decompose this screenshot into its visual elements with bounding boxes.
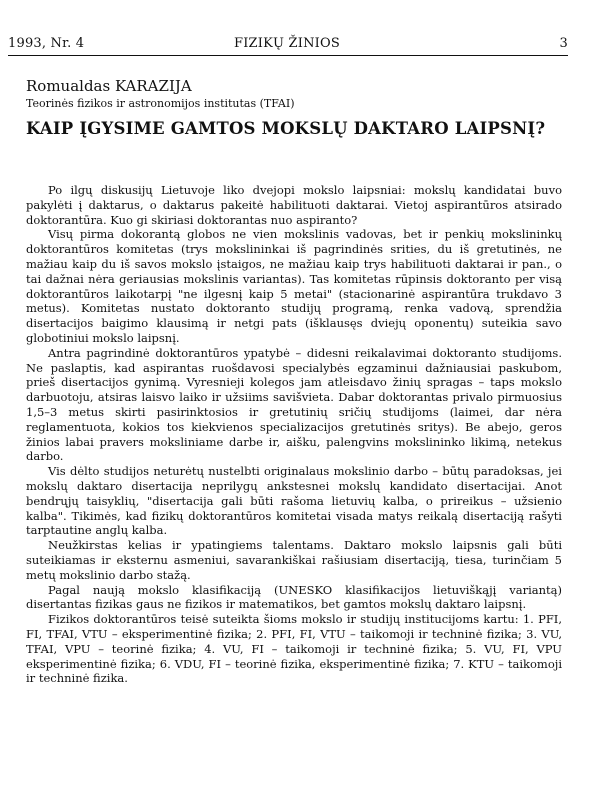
author-affiliation: Teorinės fizikos ir astronomijos institutas (TFAI)	[26, 97, 295, 110]
paragraph: Fizikos doktorantūros teisė suteikta šioms mokslo ir studijų institucijoms kartu: 1. PFI, FI, TFAI, VTU – eksperimentinė fizika; 2. PFI, FI, VTU – taikomoji ir techninė fizika; 3. VU, TFAI, VPU – teorinė fizika; 4. VU, FI – taikomoji ir techninė fizika; 5. VU, FI, VPU eksperimentinė fizika; 6. VDU, FI – teorinė fizika, eksperimentinė fizika; 7. KTU – taikomoji ir techninė fizika.	[26, 612, 562, 686]
page-number: 3	[559, 36, 568, 51]
issue-number: 1993, Nr. 4	[8, 36, 85, 51]
paragraph: Visų pirma dokorantą globos ne vien mokslinis vadovas, bet ir penkių mokslininkų doktorantūros komitetas (trys mokslininkai iš pagrindinės srities, du iš gretutinės, ne mažiau kaip du iš savos mokslo įstaigos, ne mažiau kaip trys habilituoti daktarai ir pan., o tai dažnai nėra geriausias mokslinis variantas). Tas komitetas rūpinsis doktoranto per visą doktorantūros laikotarpį "ne ilgesnį kaip 5 metai" (stacionarinė aspirantūra trukdavo 3 metus). Komitetas nustato doktoranto studijų programą, renka vadovą, sprendžia disertacijos baigimo klausimą ir netgi pats (išklausęs dviejų oponentų) suteikia savo globotiniui mokslo laipsnį.	[26, 227, 562, 345]
paragraph: Neužkirstas kelias ir ypatingiems talentams. Daktaro mokslo laipsnis gali būti suteikiamas ir eksternu asmeniui, savarankiškai rašiusiam disertaciją, tiesa, turinčiam 5 metų mokslinio darbo stažą.	[26, 538, 562, 582]
article-title: KAIP ĮGYSIME GAMTOS MOKSLŲ DAKTARO LAIPSNĮ?	[26, 119, 546, 138]
paragraph: Po ilgų diskusijų Lietuvoje liko dvejopi mokslo laipsniai: mokslų kandidatai buvo pakylėti į daktarus, o daktarus pakeitė habilituoti daktarai. Vietoj aspirantūros atsirado doktorantūra. Kuo gi skiriasi doktorantas nuo aspiranto?	[26, 183, 562, 227]
article-body	[26, 183, 562, 686]
header-divider	[8, 55, 568, 56]
paragraph: Vis dėlto studijos neturėtų nustelbti originalaus mokslinio darbo – būtų paradoksas, jei mokslų daktaro disertacija neprilygų ankstesnei mokslų kandidato disertacijai. Anot bendrųjų taisyklių, "disertacija gali būti rašoma lietuvių kalba, o prireikus – užsienio kalba". Tikimės, kad fizikų doktorantūros komitetai visada matys reikalą disertaciją rašyti tarptautine anglų kalba.	[26, 464, 562, 538]
paragraph: Pagal naują mokslo klasifikaciją (UNESKO klasifikacijos lietuviškąjį variantą) disertantas fizikas gaus ne fizikos ir matematikos, bet gamtos mokslų daktaro laipsnį.	[26, 582, 562, 612]
paragraph: Antra pagrindinė doktorantūros ypatybė – didesni reikalavimai doktoranto studijoms. Ne paslaptis, kad aspirantas ruošdavosi specialybės egzaminui dažniausiai paskubom, prieš disertacijos gynimą. Vyresnieji kolegos jam atleisdavo žinių spragas – taps mokslo darbuotoju, atsiras laisvo laiko ir užsiims savišvieta. Dabar doktorantas privalo pirmuosius 1,5–3 metus skirti pasirinktosios ir gretutinių sričių studijoms (laimei, dar nėra reglamentuota, kokios tos kiekvienos specializacijos gretutinės sritys). Be abejo, geros žinios labai pravers moksliniame darbe ir, aišku, palengvins mokslininko likimą, netekus darbo.	[26, 345, 562, 464]
journal-title: FIZIKŲ ŽINIOS	[234, 36, 340, 51]
author-name: Romualdas KARAZIJA	[26, 77, 192, 95]
